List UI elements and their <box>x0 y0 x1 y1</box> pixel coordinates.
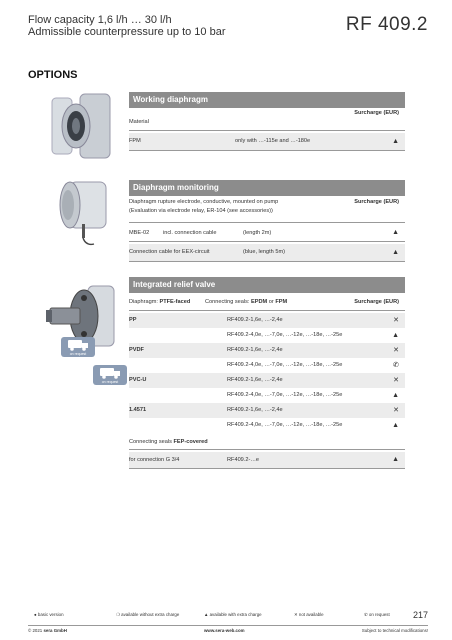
table-row <box>129 403 405 418</box>
table-row <box>129 418 405 433</box>
cross-icon: ✕ <box>294 612 298 617</box>
table-row <box>129 373 405 388</box>
legend-on-request: ✆ on request <box>364 612 390 617</box>
table-row <box>129 225 405 241</box>
phone-icon: ✆ <box>364 612 368 617</box>
legend-no-extra: ❍ available without extra charge <box>116 612 180 617</box>
eex-cable-desc: Connection cable for EEX-circuit <box>129 249 210 255</box>
website-link[interactable]: www.sera-web.com <box>204 628 245 633</box>
fep-seals-label: Connecting seals FEP-covered <box>129 439 208 445</box>
diaphragm-monitoring-title: Diaphragm monitoring <box>129 180 405 196</box>
table-row <box>129 388 405 403</box>
table-row <box>129 313 405 328</box>
options-heading: OPTIONS <box>28 69 78 81</box>
half-circle-icon: ❍ <box>116 612 120 617</box>
legend-not-available: ✕ not available <box>294 612 324 617</box>
diaphragm-monitoring-image <box>44 176 120 248</box>
table-row <box>129 343 405 358</box>
surcharge-triangle-icon: ▲ <box>392 456 399 463</box>
surcharge-triangle-icon: ▲ <box>392 138 399 145</box>
material-fpm: FPM <box>129 138 141 144</box>
material-label: Material <box>129 119 149 125</box>
surcharge-header: Surcharge (EUR) <box>354 110 399 116</box>
on-request-phone-icon: ✆ <box>393 362 399 369</box>
material-pvdf: PVDF <box>129 347 144 353</box>
header-subtitle <box>28 14 226 38</box>
monitoring-desc1: Diaphragm rupture electrode, conductive, mounted on pump <box>129 199 279 205</box>
surcharge-triangle-icon: ▲ <box>392 392 399 399</box>
basic-dot-icon: ● <box>34 612 37 617</box>
pvcu-range-1: RF409.2-1,6e, …-2,4e <box>227 377 283 383</box>
table-row <box>129 358 405 373</box>
diaphragm-spec: Diaphragm: PTFE-faced <box>129 299 191 305</box>
monitoring-desc2: (Evaluation via electrode relay, ER-104 (see accessories)) <box>129 208 273 214</box>
mbe-code: MBE-02 <box>129 230 150 236</box>
working-diaphragm-title: Working diaphragm <box>129 92 405 108</box>
pp-range-2: RF409.2-4,0e, …-7,0e, …-12e, …-18e, …-25e <box>227 332 343 338</box>
working-diaphragm-section <box>129 92 405 151</box>
relief-valve-title: Integrated relief valve <box>129 277 405 293</box>
triangle-icon: ▲ <box>204 612 209 617</box>
footer <box>28 625 428 637</box>
connection-label: for connection G 3/4 <box>129 457 180 463</box>
material-pvcu: PVC-U <box>129 377 147 383</box>
pvdf-range-1: RF409.2-1,6e, …-2,4e <box>227 347 283 353</box>
not-available-icon: ✕ <box>393 347 399 354</box>
ss-range-2: RF409.2-4,0e, …-7,0e, …-12e, …-18e, …-25e <box>227 422 343 428</box>
copyright: © 2021 sera GmbH <box>28 628 67 633</box>
not-available-icon: ✕ <box>393 407 399 414</box>
surcharge-triangle-icon: ▲ <box>392 422 399 429</box>
legend-basic: ● basic version <box>34 612 64 617</box>
not-available-icon: ✕ <box>393 317 399 324</box>
pvcu-range-2: RF409.2-4,0e, …-7,0e, …-12e, …-18e, …-25e <box>227 392 343 398</box>
working-diaphragm-pump-image <box>44 90 120 162</box>
connection-model: RF409.2-…e <box>227 457 260 463</box>
table-row <box>129 452 405 468</box>
mbe-desc: incl. connection cable <box>163 230 217 236</box>
seals-spec: Connecting seals: EPDM or FPM <box>205 299 288 305</box>
legend-extra: ▲ available with extra charge <box>204 612 262 617</box>
table-row <box>129 133 405 150</box>
table-row <box>129 244 405 261</box>
page-number: 217 <box>412 610 428 620</box>
diaphragm-monitoring-section <box>129 180 405 262</box>
relief-valve-section <box>129 277 405 469</box>
material-note: only with …-115e and …-180e <box>235 138 311 144</box>
ss-range-1: RF409.2-1,6e, …-2,4e <box>227 407 283 413</box>
not-available-icon: ✕ <box>393 377 399 384</box>
on-request-badge-1 <box>60 336 96 358</box>
pvdf-range-2: RF409.2-4,0e, …-7,0e, …-12e, …-18e, …-25e <box>227 362 343 368</box>
model-title: RF 409.2 <box>345 14 428 35</box>
material-pp: PP <box>129 317 137 323</box>
surcharge-header: Surcharge (EUR) <box>354 199 399 205</box>
modification-note: Subject to technical modifications! <box>361 628 428 633</box>
surcharge-triangle-icon: ▲ <box>392 229 399 236</box>
surcharge-triangle-icon: ▲ <box>392 249 399 256</box>
flow-capacity-text: Flow capacity 1,6 l/h … 30 l/h <box>28 14 172 26</box>
counterpressure-text: Admissible counterpressure up to 10 bar <box>28 26 226 38</box>
badge-1-text: on request <box>69 352 87 356</box>
pp-range-1: RF409.2-1,6e, …-2,4e <box>227 317 283 323</box>
surcharge-triangle-icon: ▲ <box>392 332 399 339</box>
mbe-length: (length 2m) <box>243 230 272 236</box>
on-request-badge-2 <box>92 364 128 386</box>
eex-cable-length: (blue, length 5m) <box>243 249 285 255</box>
material-stainless: 1.4571 <box>129 407 147 413</box>
table-row <box>129 328 405 343</box>
surcharge-header: Surcharge (EUR) <box>354 299 399 305</box>
badge-2-text: on request <box>101 380 119 384</box>
